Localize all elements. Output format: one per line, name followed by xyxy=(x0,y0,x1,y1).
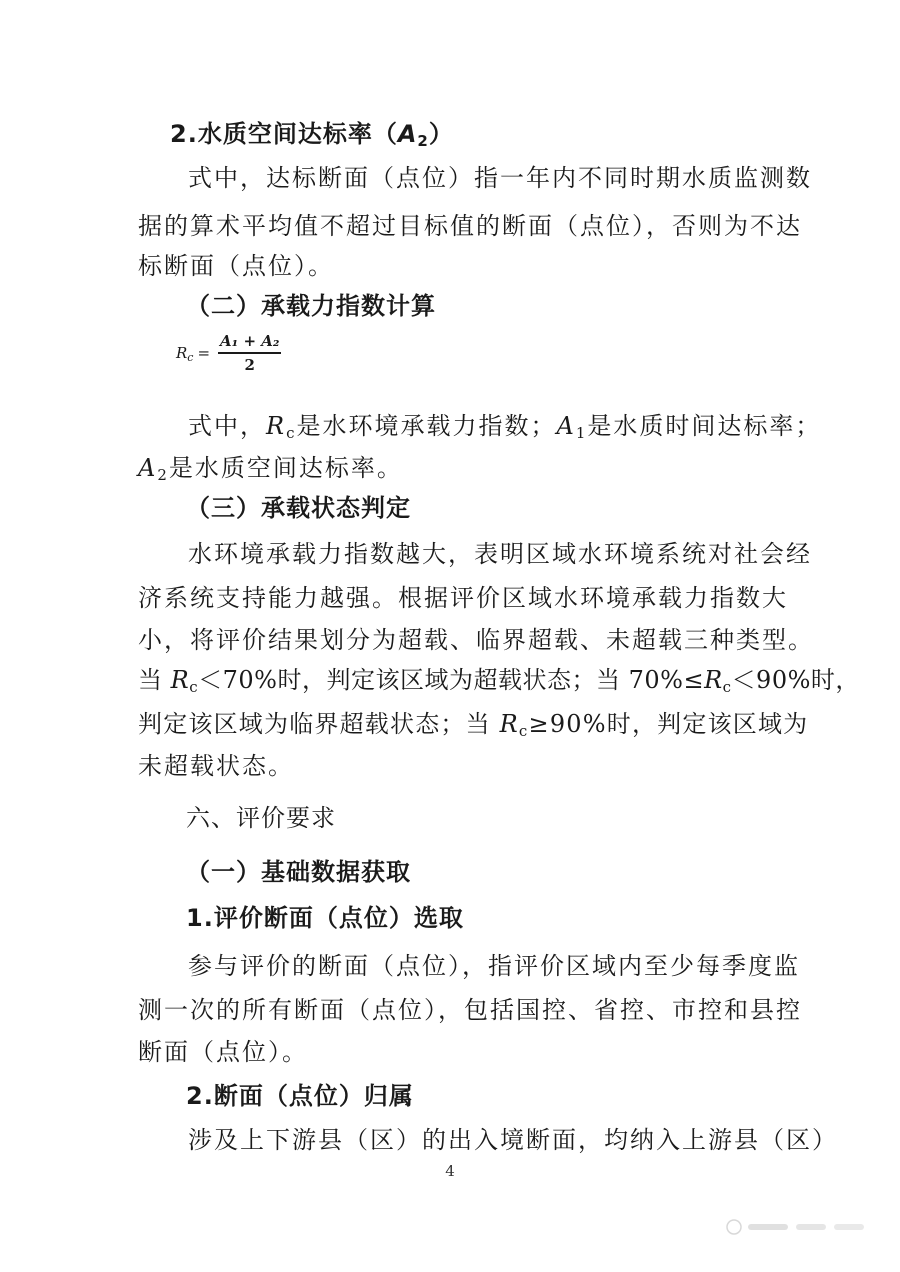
paragraph-line: 济系统支持能力越强。根据评价区域水环境承载力指数大 xyxy=(138,584,788,612)
paragraph-line: 未超载状态。 xyxy=(138,752,294,780)
paragraph-line: $A_2$是水质空间达标率。 xyxy=(138,454,403,484)
section-heading-a2: 2.水质空间达标率$(A_2)$ xyxy=(170,120,454,150)
paragraph-line: 参与评价的断面（点位），指评价区域内至少每季度监 xyxy=(188,952,800,980)
paragraph-line: 据的算术平均值不超过目标值的断面（点位），否则为不达 xyxy=(138,212,802,240)
section-heading-state: （三）承载状态判定 xyxy=(186,494,411,522)
formula-lhs: $R_c$ xyxy=(176,343,194,364)
section-heading-index: （二）承载力指数计算 xyxy=(186,292,436,320)
watermark-logo-icon xyxy=(722,1216,872,1238)
paragraph-line: 小，将评价结果划分为超载、临界超载、未超载三种类型。 xyxy=(138,626,814,654)
paragraph-line: 式中，$R_c$是水环境承载力指数；$A_1$是水质时间达标率； xyxy=(188,412,822,442)
paragraph-line: 水环境承载力指数越大，表明区域水环境系统对社会经 xyxy=(188,540,812,568)
paragraph-line: 判定该区域为临界超载状态；当 $R_c\ge 90\%$时，判定该区域为 xyxy=(138,710,809,740)
section-heading-data: （一）基础数据获取 xyxy=(186,858,411,886)
formula-rc xyxy=(176,332,281,374)
formula-equals: = xyxy=(197,343,211,362)
paragraph-line: 测一次的所有断面（点位），包括国控、省控、市控和县控 xyxy=(138,996,802,1024)
fraction-bar xyxy=(218,352,281,354)
chapter-heading: 六、评价要求 xyxy=(186,804,336,832)
item-heading-2: 2.断面（点位）归属 xyxy=(186,1082,414,1110)
paragraph-line: 断面（点位）。 xyxy=(138,1038,308,1066)
formula-denominator: 2 xyxy=(244,355,255,374)
paragraph-line: 式中，达标断面（点位）指一年内不同时期水质监测数 xyxy=(188,164,812,192)
item-heading-1: 1.评价断面（点位）选取 xyxy=(186,904,464,932)
paragraph-line: 标断面（点位）。 xyxy=(138,252,334,280)
formula-fraction xyxy=(218,332,281,374)
paragraph-line: 涉及上下游县（区）的出入境断面，均纳入上游县（区） xyxy=(188,1126,838,1154)
formula-numerator: A₁ + A₂ xyxy=(220,332,280,350)
paragraph-line: 当 $R_c<70\%$时，判定该区域为超载状态；当 $70\%\le R_c<90\%$时， xyxy=(138,666,860,696)
page-number: 4 xyxy=(445,1162,455,1180)
